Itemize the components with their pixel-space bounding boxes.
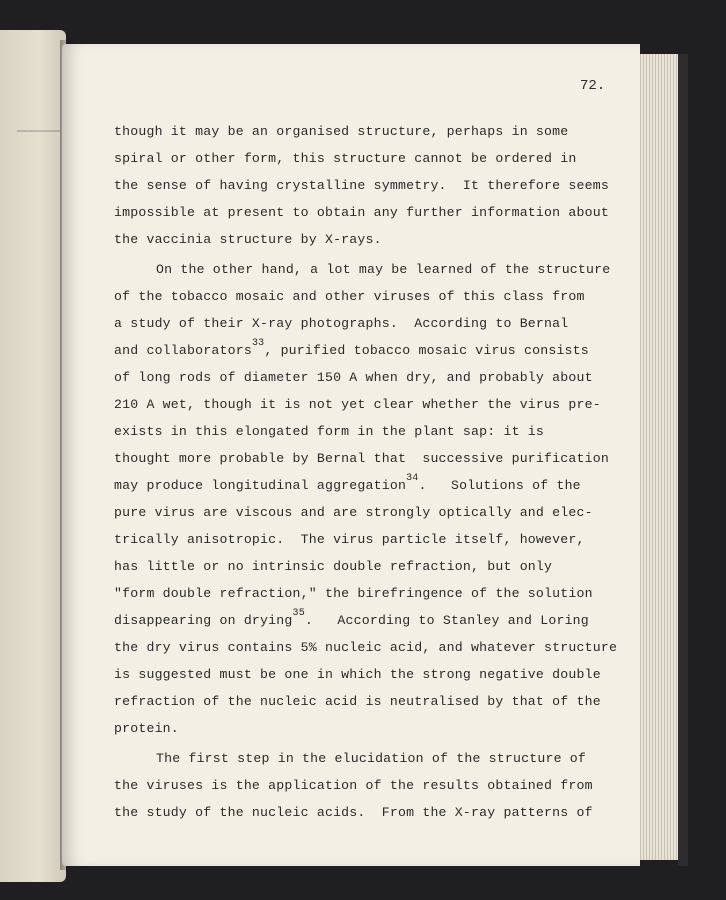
text-line <box>114 607 624 634</box>
text-line: trically anisotropic. The virus particle itself, however, <box>114 532 585 547</box>
text-line: is suggested must be one in which the strong negative double <box>114 667 601 682</box>
text-line <box>114 472 624 499</box>
text-fragment: disappearing on drying <box>114 613 293 628</box>
text-line: The first step in the elucidation of the structure of <box>156 751 587 766</box>
bleed-through-text: ▁▁▁▁▁▁ <box>16 119 60 133</box>
text-line: has little or no intrinsic double refraction, but only <box>114 559 553 574</box>
text-line: of long rods of diameter 150 A when dry, and probably about <box>114 370 593 385</box>
text-line: 210 A wet, though it is not yet clear whether the virus pre- <box>114 397 601 412</box>
text-line: protein. <box>114 721 179 736</box>
reference-superscript: 34 <box>406 473 419 484</box>
text-fragment: . According to Stanley and Loring <box>304 613 589 628</box>
reference-superscript: 35 <box>292 608 305 619</box>
text-line: the dry virus contains 5% nucleic acid, and whatever structure <box>114 640 618 655</box>
text-line: impossible at present to obtain any further information about <box>114 205 609 220</box>
text-line: pure virus are viscous and are strongly optically and elec- <box>114 505 593 520</box>
text-line: though it may be an organised structure, perhaps in some <box>114 124 569 139</box>
text-fragment: . Solutions of the <box>418 478 581 493</box>
text-line: the vaccinia structure by X-rays. <box>114 232 382 247</box>
text-line: spiral or other form, this structure cannot be ordered in <box>114 151 577 166</box>
text-fragment: , purified tobacco mosaic virus consists <box>264 343 589 358</box>
text-line <box>114 337 624 364</box>
page-number: 72. <box>580 78 606 94</box>
page-body-text <box>114 118 624 826</box>
text-line: a study of their X-ray photographs. According to Bernal <box>114 316 569 331</box>
text-line: exists in this elongated form in the plant sap: it is <box>114 424 545 439</box>
text-line: the study of the nucleic acids. From the X-ray patterns of <box>114 805 593 820</box>
text-fragment: and collaborators <box>114 343 252 358</box>
text-line: "form double refraction," the birefringence of the solution <box>114 586 593 601</box>
text-line: On the other hand, a lot may be learned of the structure <box>156 262 611 277</box>
text-line: refraction of the nucleic acid is neutralised by that of the <box>114 694 601 709</box>
reference-superscript: 33 <box>251 338 265 349</box>
text-line: the viruses is the application of the results obtained from <box>114 778 593 793</box>
text-line: of the tobacco mosaic and other viruses of this class from <box>114 289 585 304</box>
text-line: thought more probable by Bernal that successive purification <box>114 451 609 466</box>
text-line: the sense of having crystalline symmetry. It therefore seems <box>114 178 609 193</box>
facing-page <box>0 30 66 882</box>
text-fragment: may produce longitudinal aggregation <box>114 478 407 493</box>
book-cover-edge <box>678 54 688 866</box>
